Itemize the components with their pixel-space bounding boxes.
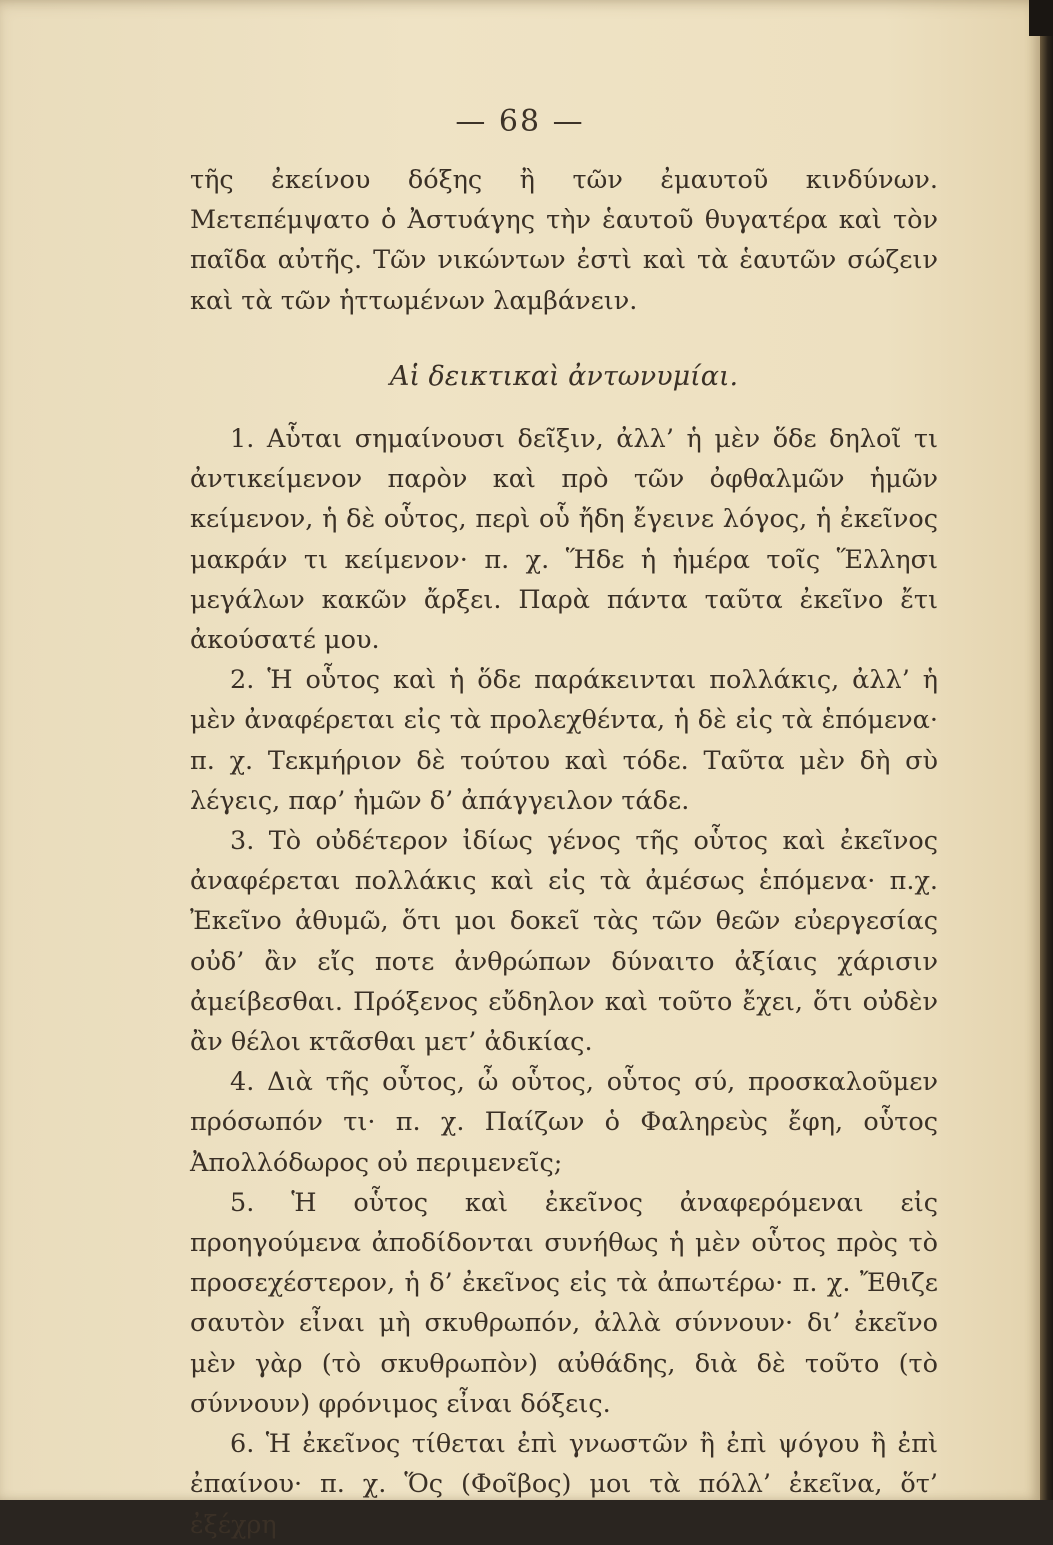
- intro-paragraph: τῆς ἐκείνου δόξης ἢ τῶν ἐμαυτοῦ κινδύνων. Μετεπέμψατο ὁ Ἀστυάγης τὴν ἑαυτοῦ θυγατέρα καὶ τὸν παῖδα αὐτῆς. Τῶν νικώντων ἐστὶ καὶ τὰ ἑαυτῶν σώζειν καὶ τὰ τῶν ἡττωμένων λαμβάνειν.: [190, 165, 938, 316]
- corner-tab: [1029, 0, 1053, 36]
- paragraph-4: 4. Διὰ τῆς οὗτος, ὦ οὗτος, οὗτος σύ, προσκαλοῦμεν πρόσωπόν τι· π. χ. Παίζων ὁ Φαληρεὺς ἔφη, οὗτος Ἀπολλόδωρος οὐ περιμενεῖς;: [190, 1067, 938, 1178]
- section-title: Αἱ δεικτικαὶ ἀντωνυμίαι.: [389, 360, 739, 392]
- paragraph-1: 1. Αὗται σημαίνουσι δεῖξιν, ἀλλ’ ἡ μὲν ὅδε δηλοῖ τι ἀντικείμενον παρὸν καὶ πρὸ τῶν ὀφθαλμῶν ἡμῶν κείμενον, ἡ δὲ οὗτος, περὶ οὗ ἤδη ἔγεινε λόγος, ἡ ἐκεῖνος μακράν τι κείμενον· π. χ. Ἥδε ἡ ἡμέρα τοῖς Ἕλλησι μεγάλων κακῶν ἄρξει. Παρὰ πάντα ταῦτα ἐκεῖνο ἔτι ἀκούσατέ μου.: [190, 424, 938, 656]
- page-number: — 68 —: [455, 104, 585, 139]
- paragraph-5: 5. Ἡ οὗτος καὶ ἐκεῖνος ἀναφερόμεναι εἰς προηγούμενα ἀποδίδονται συνήθως ἡ μὲν οὗτος πρὸς τὸ προσεχέστερον, ἡ δ’ ἐκεῖνος εἰς τὰ ἀπωτέρω· π. χ. Ἔθιζε σαυτὸν εἶναι μὴ σκυθρωπόν, ἀλλὰ σύννουν· δι’ ἐκεῖνο μὲν γὰρ (τὸ σκυθρωπὸν) αὐθάδης, διὰ δὲ τοῦτο (τὸ σύννουν) φρόνιμος εἶναι δόξεις.: [190, 1187, 938, 1419]
- paragraph-2: 2. Ἡ οὗτος καὶ ἡ ὅδε παράκεινται πολλάκις, ἀλλ’ ἡ μὲν ἀναφέρεται εἰς τὰ προλεχθέντα, ἡ δὲ εἰς τὰ ἑπόμενα· π. χ. Τεκμήριον δὲ τούτου καὶ τόδε. Ταῦτα μὲν δὴ σὺ λέγεις, παρ’ ἡμῶν δ’ ἀπάγγειλον τάδε.: [190, 665, 938, 816]
- page-body: [190, 160, 938, 1545]
- paragraph-6: 6. Ἡ ἐκεῖνος τίθεται ἐπὶ γνωστῶν ἢ ἐπὶ ψόγου ἢ ἐπὶ ἐπαίνου· π. χ. Ὅς (Φοῖβος) μοι τὰ πόλλ’ ἐκεῖνα, ὅτ’ ἐξέχρη: [190, 1429, 938, 1540]
- paragraph-3: 3. Τὸ οὐδέτερον ἰδίως γένος τῆς οὗτος καὶ ἐκεῖνος ἀναφέρεται πολλάκις καὶ εἰς τὰ ἀμέσως ἑπόμενα· π.χ. Ἐκεῖνο ἀθυμῶ, ὅτι μοι δοκεῖ τὰς τῶν θεῶν εὐεργεσίας οὐδ’ ἂν εἴς ποτε ἀνθρώπων δύναιτο ἀξίαις χάρισιν ἀμείβεσθαι. Πρόξενος εὔδηλον καὶ τοῦτο ἔχει, ὅτι οὐδὲν ἂν θέλοι κτᾶσθαι μετ’ ἀδικίας.: [190, 826, 938, 1058]
- page-edge-shadow: [1040, 0, 1053, 1500]
